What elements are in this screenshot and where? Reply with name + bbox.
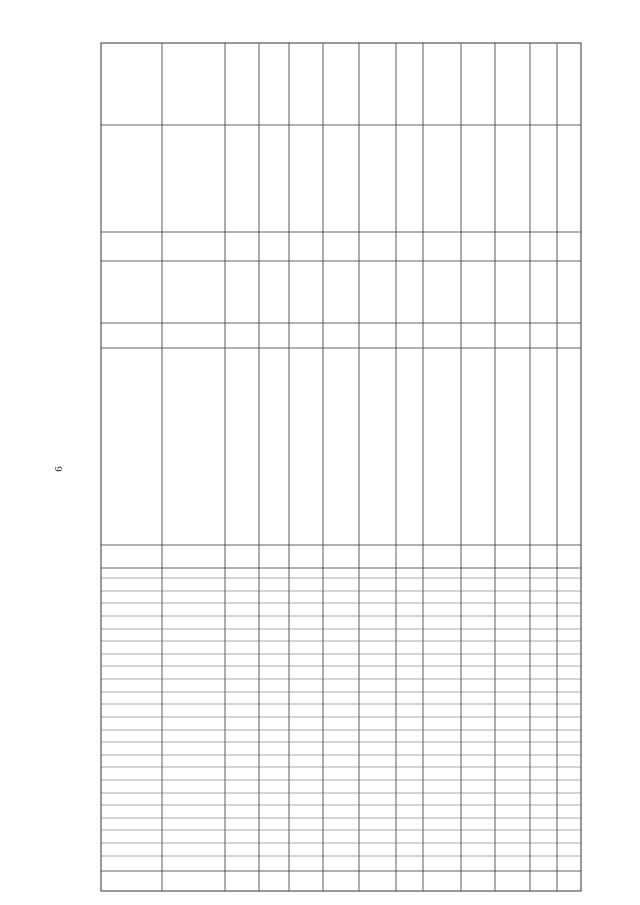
row-lines xyxy=(101,125,581,871)
table-border xyxy=(101,43,581,891)
code-column-lines xyxy=(101,578,581,856)
page-number: 6 xyxy=(52,466,65,472)
column-lines xyxy=(162,43,557,891)
